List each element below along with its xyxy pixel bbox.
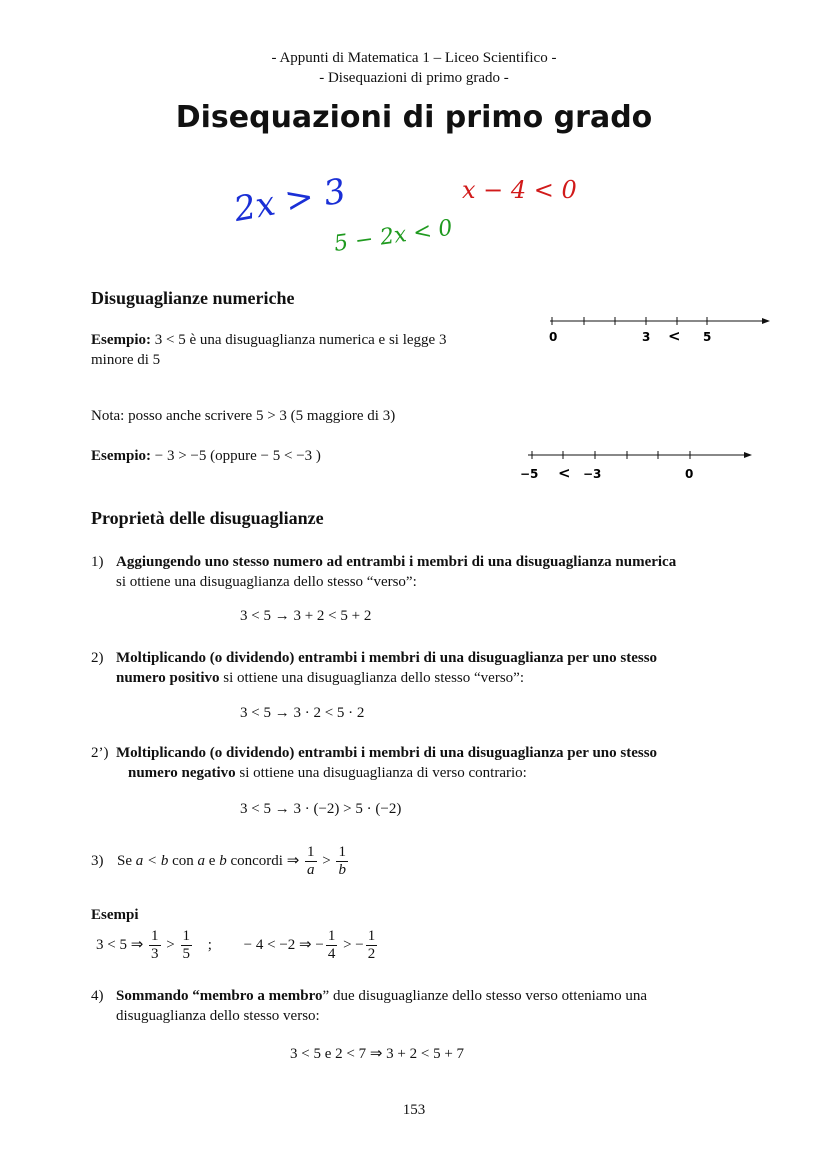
property-3-a: a <box>197 852 206 869</box>
example-label: Esempio: <box>91 448 151 464</box>
esempi-heading: Esempi <box>91 907 139 923</box>
property-4-text: ” due disuguaglianze dello stesso verso otteniamo una <box>322 988 648 1004</box>
property-4-bold: Sommando “membro a membro <box>116 988 323 1004</box>
property-2-bold: Moltiplicando (o dividendo) entrambi i membri di una disuguaglianza per uno stesso <box>116 650 658 666</box>
property-3-pre: Se <box>117 852 136 869</box>
property-2 <box>116 648 796 688</box>
tick-label-3: 3 <box>642 330 651 344</box>
page-number: 153 <box>402 1102 426 1118</box>
property-2-bold-2: numero positivo <box>116 670 220 686</box>
property-1-number: 1) <box>91 554 104 570</box>
tick-label-0: 0 <box>685 467 694 481</box>
example-1 <box>91 330 511 370</box>
nota: Nota: posso anche scrivere 5 > 3 (5 maggiore di 3) <box>91 408 396 424</box>
section-heading-proprieta: Proprietà delle disuguaglianze <box>91 508 324 528</box>
fraction-1-5: $\frac{1}{5}$ <box>182 928 190 962</box>
property-4-number: 4) <box>91 988 104 1004</box>
property-1-bold: Aggiungendo uno stesso numero ad entrambi i membri di una disuguaglianza numerica <box>116 554 677 570</box>
fraction-1-4: $\frac{1}{4}$ <box>327 928 336 962</box>
number-line-2 <box>520 445 760 485</box>
banner-expr-green: 5 − 2x < 0 <box>332 215 455 257</box>
property-3-e: e <box>205 852 220 869</box>
property-3-number: 3) <box>91 852 104 869</box>
property-2b-bold-2: numero negativo <box>128 765 236 781</box>
property-1 <box>116 552 796 592</box>
property-2-text: si ottiene una disuguaglianza dello stesso “verso”: <box>219 670 524 686</box>
property-2-formula: 3 < 5 → 3 · 2 < 5 · 2 <box>240 705 365 721</box>
section-heading-disuguaglianze: Disuguaglianze numeriche <box>91 288 295 308</box>
property-3-condition: a < b <box>135 852 169 869</box>
banner-expr-red: x − 4 < 0 <box>462 176 577 204</box>
fraction-1-over-b: $\frac{1}{b}$ <box>338 844 346 878</box>
property-2b <box>116 743 796 783</box>
property-4-text-cont: disuguaglianza dello stesso verso: <box>116 1008 320 1024</box>
example-label: Esempio: <box>91 332 151 348</box>
property-3-b: b <box>219 852 227 869</box>
example-text: − 3 > −5 (oppure − 5 < −3 ) <box>154 448 321 464</box>
property-3-concordi: concordi ⇒ <box>226 852 304 869</box>
property-2b-text: si ottiene una disuguaglianza di verso contrario: <box>235 765 527 781</box>
fraction-1-3: $\frac{1}{3}$ <box>151 928 159 962</box>
property-2b-number: 2’) <box>91 745 109 761</box>
example-text: 3 < 5 è una disuguaglianza numerica e si legge 3 <box>154 332 447 348</box>
example-2 <box>91 446 321 466</box>
running-header-line1: - Appunti di Matematica 1 – Liceo Scientifico - <box>271 50 557 66</box>
property-2b-bold: Moltiplicando (o dividendo) entrambi i membri di una disuguaglianza per uno stesso <box>116 745 658 761</box>
greater-than: > <box>318 852 335 869</box>
greater-than: > <box>162 936 179 953</box>
fraction-1-2: $\frac{1}{2}$ <box>367 928 376 962</box>
separator: ; <box>207 936 212 953</box>
page-title: Disequazioni di primo grado <box>175 100 653 135</box>
property-2b-formula: 3 < 5 → 3 · (−2) > 5 · (−2) <box>240 801 402 817</box>
property-1-formula: 3 < 5 → 3 + 2 < 5 + 2 <box>240 608 372 624</box>
example-a-pre: 3 < 5 ⇒ <box>96 936 148 953</box>
property-1-text: si ottiene una disuguaglianza dello stesso “verso”: <box>116 574 417 590</box>
property-3-mid: con <box>168 852 198 869</box>
esempi-formulas <box>96 928 379 963</box>
property-2-number: 2) <box>91 650 104 666</box>
example-text-cont: minore di 5 <box>91 352 161 368</box>
banner-expr-blue: 2x > 3 <box>231 171 349 230</box>
tick-label-minus-3: −3 <box>583 467 602 481</box>
property-4-formula: 3 < 5 e 2 < 7 ⇒ 3 + 2 < 5 + 7 <box>290 1046 465 1062</box>
running-header-line2: - Disequazioni di primo grado - <box>319 70 509 86</box>
less-than-sign: < <box>558 464 571 482</box>
tick-label-0: 0 <box>549 330 558 344</box>
tick-label-minus-5: −5 <box>520 467 539 481</box>
tick-label-5: 5 <box>703 330 712 344</box>
property-3 <box>91 844 350 879</box>
example-b-pre: − 4 < −2 ⇒ − <box>243 936 324 953</box>
number-line-1 <box>540 310 780 350</box>
less-than-sign: < <box>668 327 681 345</box>
property-4 <box>116 986 796 1026</box>
greater-than-minus: > − <box>339 936 364 953</box>
fraction-1-over-a: $\frac{1}{a}$ <box>307 844 315 878</box>
